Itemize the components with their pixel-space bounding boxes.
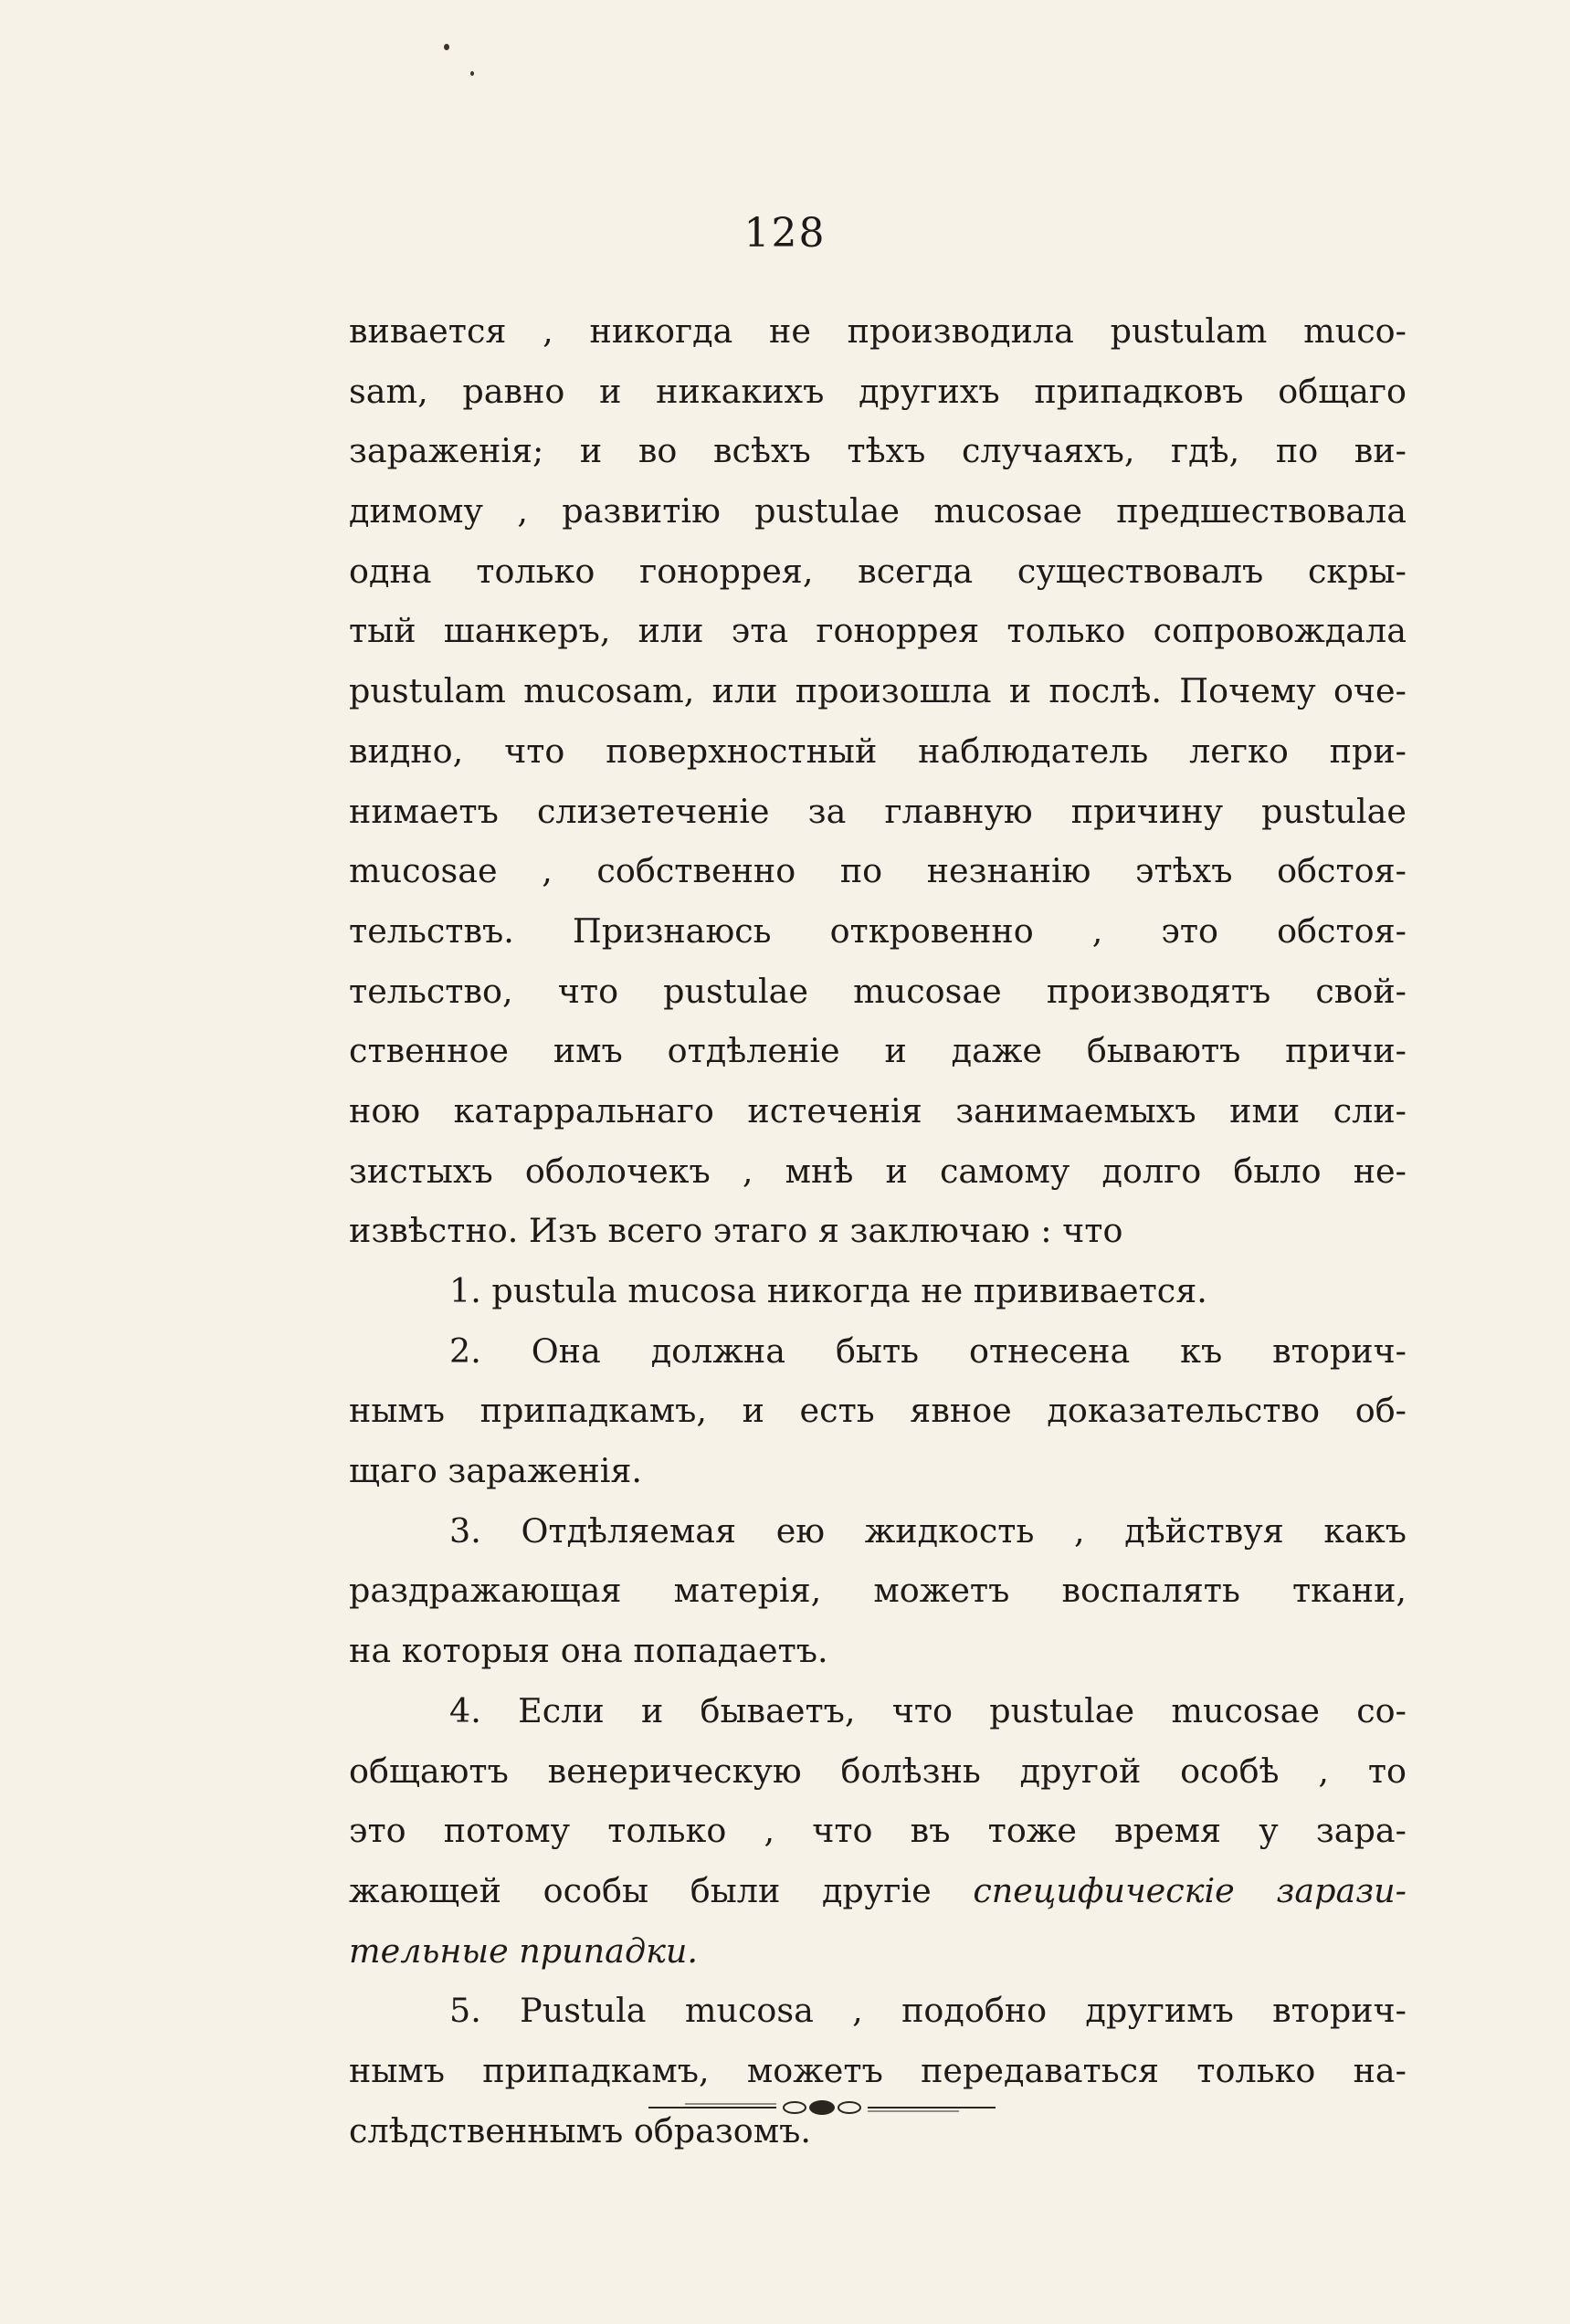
- text-line: sam, равно и никакихъ другихъ припадковъ общаго: [349, 371, 1407, 411]
- text-line: вивается , никогда не производила pustulam muco-: [349, 311, 1407, 351]
- text-line: зистыхъ оболочекъ , мнѣ и самому долго было не-: [349, 1151, 1407, 1191]
- text-line: pustulam mucosam, или произошла и послѣ. Почему оче-: [349, 671, 1407, 711]
- text-line: нымъ припадкамъ, и есть явное доказательство об-: [349, 1391, 1407, 1431]
- conclusion-item-4: 4. Если и бываетъ, что pustulae mucosae со-: [449, 1690, 1407, 1730]
- italic-emphasis: тельные припадки.: [349, 1930, 698, 1971]
- conclusion-item-5: 5. Pustula mucosa , подобно другимъ вторич-: [449, 1991, 1407, 2031]
- text-line: димому , развитію pustulae mucosae предшествовала: [349, 491, 1407, 531]
- text-line: слѣдственнымъ образомъ.: [349, 2110, 811, 2150]
- text-line: тельство, что pustulae mucosae производятъ свой-: [349, 971, 1407, 1011]
- text-line: ною катарральнаго истеченія занимаемыхъ ими сли-: [349, 1090, 1407, 1130]
- text-line: нимаетъ слизетеченіе за главную причину pustulae: [349, 791, 1407, 831]
- text-line: видно, что поверхностный наблюдатель легко при-: [349, 731, 1407, 771]
- text-line-roman: жающей особы были другіе: [349, 1870, 974, 1910]
- text-line: зараженія; и во всѣхъ тѣхъ случаяхъ, гдѣ, по ви-: [349, 431, 1407, 471]
- text-line: щаго зараженія.: [349, 1451, 642, 1491]
- text-line: [349, 1921, 1407, 1982]
- text-line: тельствъ. Признаюсь откровенно , это обстоя-: [349, 910, 1407, 951]
- conclusion-item-1: 1. pustula mucosa никогда не прививается.: [449, 1271, 1207, 1310]
- text-line: нымъ припадкамъ, можетъ передаваться только на-: [349, 2050, 1407, 2090]
- conclusion-item-2: 2. Она должна быть отнесена къ вторич-: [449, 1330, 1407, 1371]
- text-line: одна только гоноррея, всегда существовалъ скры-: [349, 551, 1407, 591]
- end-ornament: [648, 2096, 996, 2119]
- text-line: тый шанкеръ, или эта гоноррея только сопровождала: [349, 611, 1407, 651]
- text-line: на которыя она попадаетъ.: [349, 1631, 828, 1671]
- text-line: это потому только , что въ тоже время у зара-: [349, 1811, 1407, 1851]
- body-text: [349, 301, 1407, 2161]
- ink-speck: [444, 44, 449, 50]
- text-line: mucosae , собственно по незнанію этѣхъ обстоя-: [349, 851, 1407, 891]
- ink-speck: [470, 71, 474, 76]
- text-line: [349, 1861, 1407, 1921]
- text-line: раздражающая матерія, можетъ воспалять ткани,: [349, 1571, 1407, 1611]
- text-line: извѣстно. Изъ всего этаго я заключаю : что: [349, 1211, 1123, 1251]
- conclusion-item-3: 3. Отдѣляемая ею жидкость , дѣйствуя какъ: [449, 1510, 1407, 1551]
- page-number: 128: [743, 210, 827, 257]
- italic-emphasis: специфическіе зарази-: [973, 1870, 1407, 1910]
- text-line: общаютъ венерическую болѣзнь другой особѣ , то: [349, 1751, 1407, 1791]
- text-line: ственное имъ отдѣленіе и даже бываютъ причи-: [349, 1031, 1407, 1071]
